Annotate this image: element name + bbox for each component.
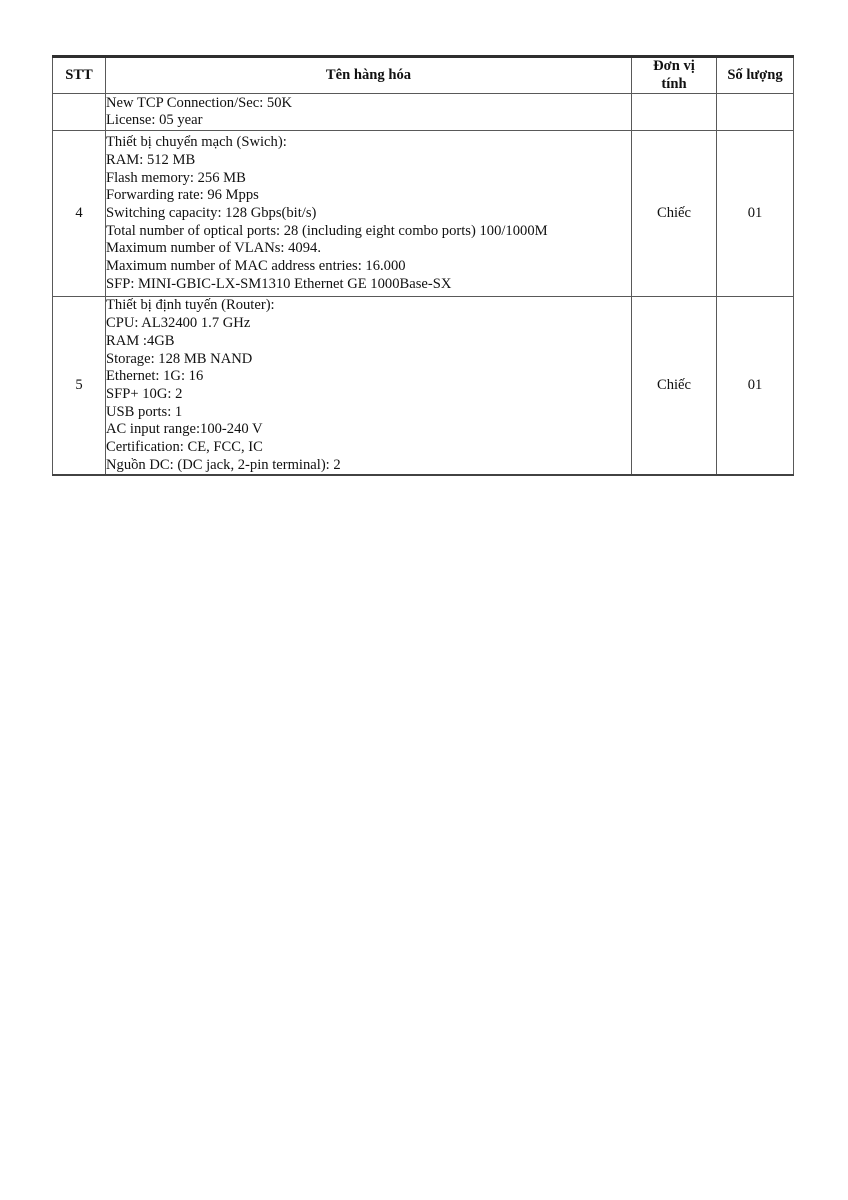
- table-row-item-5: [53, 297, 794, 476]
- cell-stt: [53, 94, 106, 131]
- header-unit-label: Đơn vị tính: [653, 58, 695, 92]
- cell-stt: 4: [53, 131, 106, 297]
- header-cell-stt: STT: [53, 57, 106, 94]
- cell-item-specs: Thiết bị chuyển mạch (Swich): RAM: 512 MB Flash memory: 256 MB Forwarding rate: 96 Mpps Switching capacity: 128 Gbps(bit/s) Total number of optical ports: 28 (including eight combo ports) 100/1000M Maximum number of VLANs: 4094. Maximum number of MAC address entries: 16.000 SFP: MINI-GBIC-LX-SM1310 Ethernet GE 1000Base-SX: [106, 131, 632, 297]
- header-cell-quantity: Số lượng: [717, 57, 794, 94]
- cell-item-specs: New TCP Connection/Sec: 50K License: 05 year: [106, 94, 632, 131]
- cell-stt: 5: [53, 297, 106, 476]
- cell-unit: Chiếc: [632, 297, 717, 476]
- cell-quantity: 01: [717, 131, 794, 297]
- header-cell-item-name: Tên hàng hóa: [106, 57, 632, 94]
- goods-spec-table: [52, 55, 794, 476]
- table-row-item-4: [53, 131, 794, 297]
- table-row-continuation: [53, 94, 794, 131]
- cell-unit: Chiếc: [632, 131, 717, 297]
- cell-quantity: 01: [717, 297, 794, 476]
- header-cell-unit: [632, 57, 717, 94]
- cell-item-specs: Thiết bị định tuyến (Router): CPU: AL32400 1.7 GHz RAM :4GB Storage: 128 MB NAND Ethernet: 1G: 16 SFP+ 10G: 2 USB ports: 1 AC input range:100-240 V Certification: CE, FCC, IC Nguồn DC: (DC jack, 2-pin terminal): 2: [106, 297, 632, 476]
- cell-quantity: [717, 94, 794, 131]
- table-header-row: [53, 57, 794, 94]
- cell-unit: [632, 94, 717, 131]
